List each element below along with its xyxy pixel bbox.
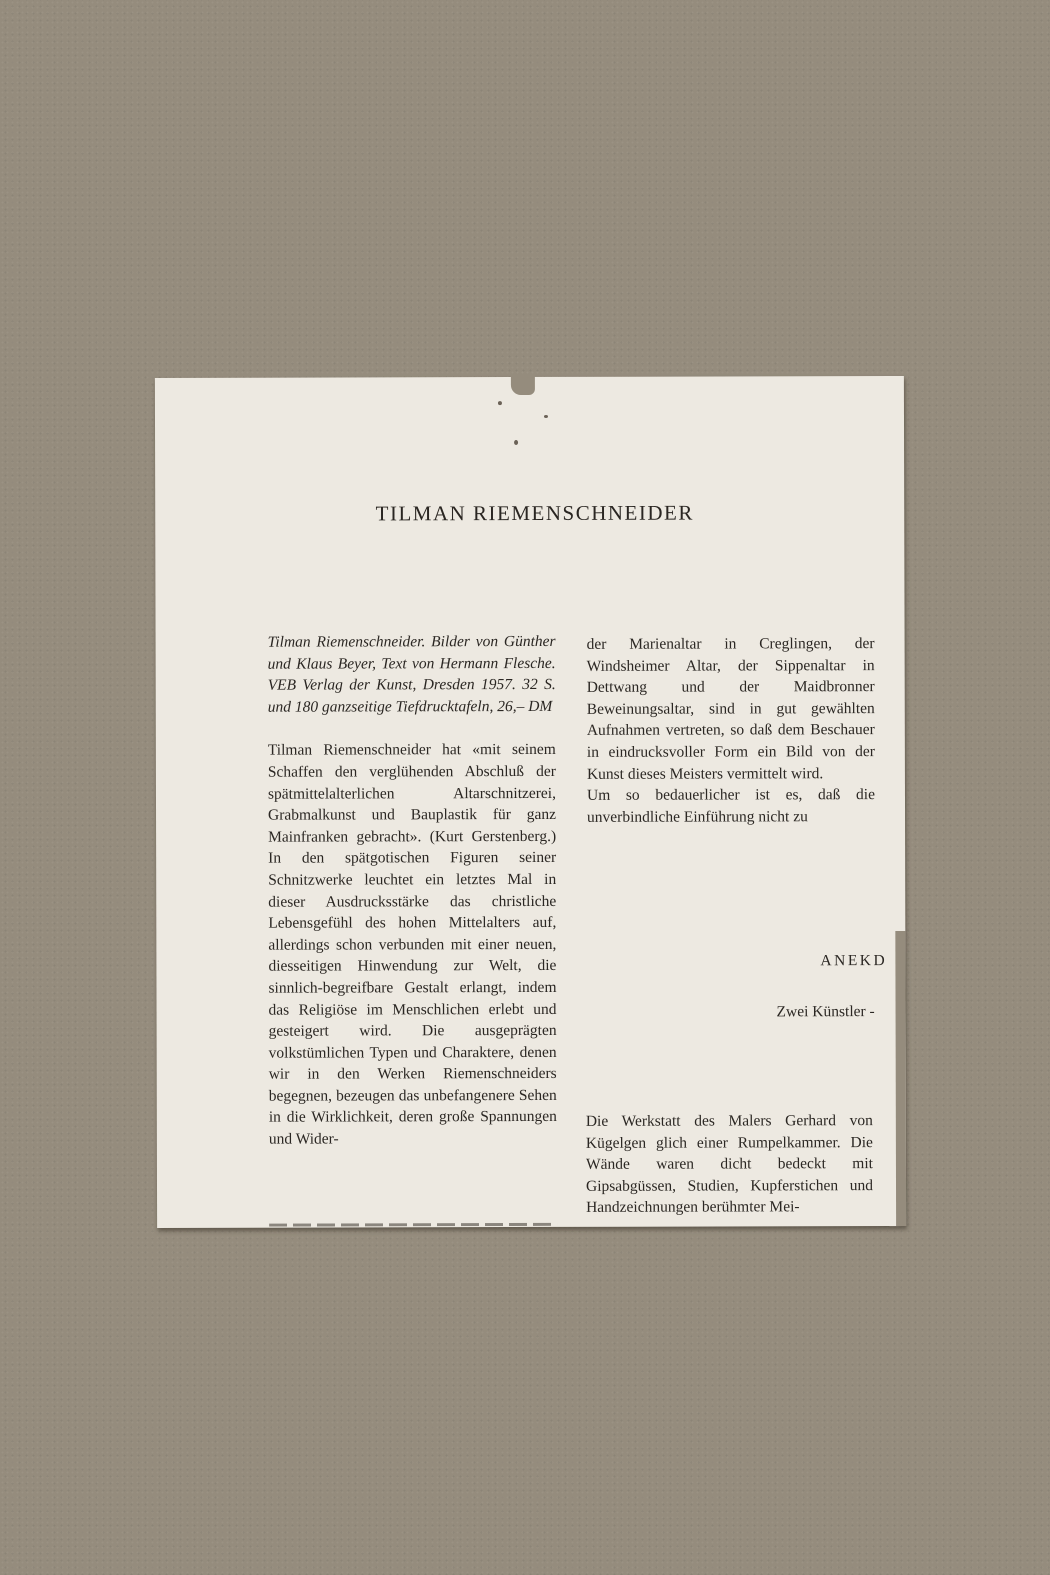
cut-off-line [269,1220,557,1227]
left-column-paragraph: Tilman Riemenschneider hat «mit seinem Schaffen den verglühenden Abschluß der spätmittelalterlichen Altarschnitzerei, Grabmalkunst und Bauplastik für ganz Mainfranken gebracht». (Kurt Gerstenberg.) In den spätgotischen Figuren seiner Schnitzwerke leuchtet ein letztes Mal in dieser Ausdrucksstärke das christliche Lebensgefühl des hohen Mittelalters auf, allerdings schon verbunden mit einer neuen, diesseitigen Hinwendung zur Welt, die sinnlich-begreifbare Gestalt erlangt, indem das Religiöse im Menschlichen erlebt und gesteigert wird. Die ausgeprägten volkstümlichen Typen und Charaktere, denen wir in den Werken Riemenschneiders begegnen, bezeugen das unbefangenere Sehen in die Wirklichkeit, deren große Spannungen und Wider- [267,741,557,1148]
right-column-top [587,633,876,828]
section-subheading: Zwei Künstler - [776,1003,875,1021]
right-column-paragraph: der Marienaltar in Creglingen, der Windsheimer Altar, der Sippenaltar in Dettwang und der Maidbronner Beweinungsaltar, sind in gut gewählten Aufnahmen vertreten, so daß dem Beschauer in eindrucksvoller Form ein Bild von der Kunst dieses Meisters vermittelt wird. [586,635,875,783]
paper-clipping [155,376,906,1228]
left-column [268,631,557,1150]
bibliography-note: Tilman Riemenschneider. Bilder von Günther und Klaus Beyer, Text von Hermann Flesche. VEB Verlag der Kunst, Dresden 1957. 32 S. und 180 ganzseitige Tiefdrucktafeln, 26,– DM [267,632,556,716]
trimmed-edge [895,931,906,1226]
torn-notch [511,375,535,395]
pin-hole [544,415,548,418]
article-title: TILMAN RIEMENSCHNEIDER [375,500,694,526]
right-column-paragraph: Die Werkstatt des Malers Gerhard von Kügelgen glich einer Rumpelkammer. Die Wände waren dicht bedeckt mit Gipsabgüssen, Studien, Kupferstichen und Handzeichnungen berühmter Mei- [585,1112,874,1217]
section-heading: ANEKD [820,952,888,970]
pin-hole [514,440,518,445]
right-column-bottom [586,1110,873,1219]
right-column-paragraph: Um so bedauerlicher ist es, daß die unverbindliche Einführung nicht zu [586,786,876,826]
pin-hole [498,401,502,405]
